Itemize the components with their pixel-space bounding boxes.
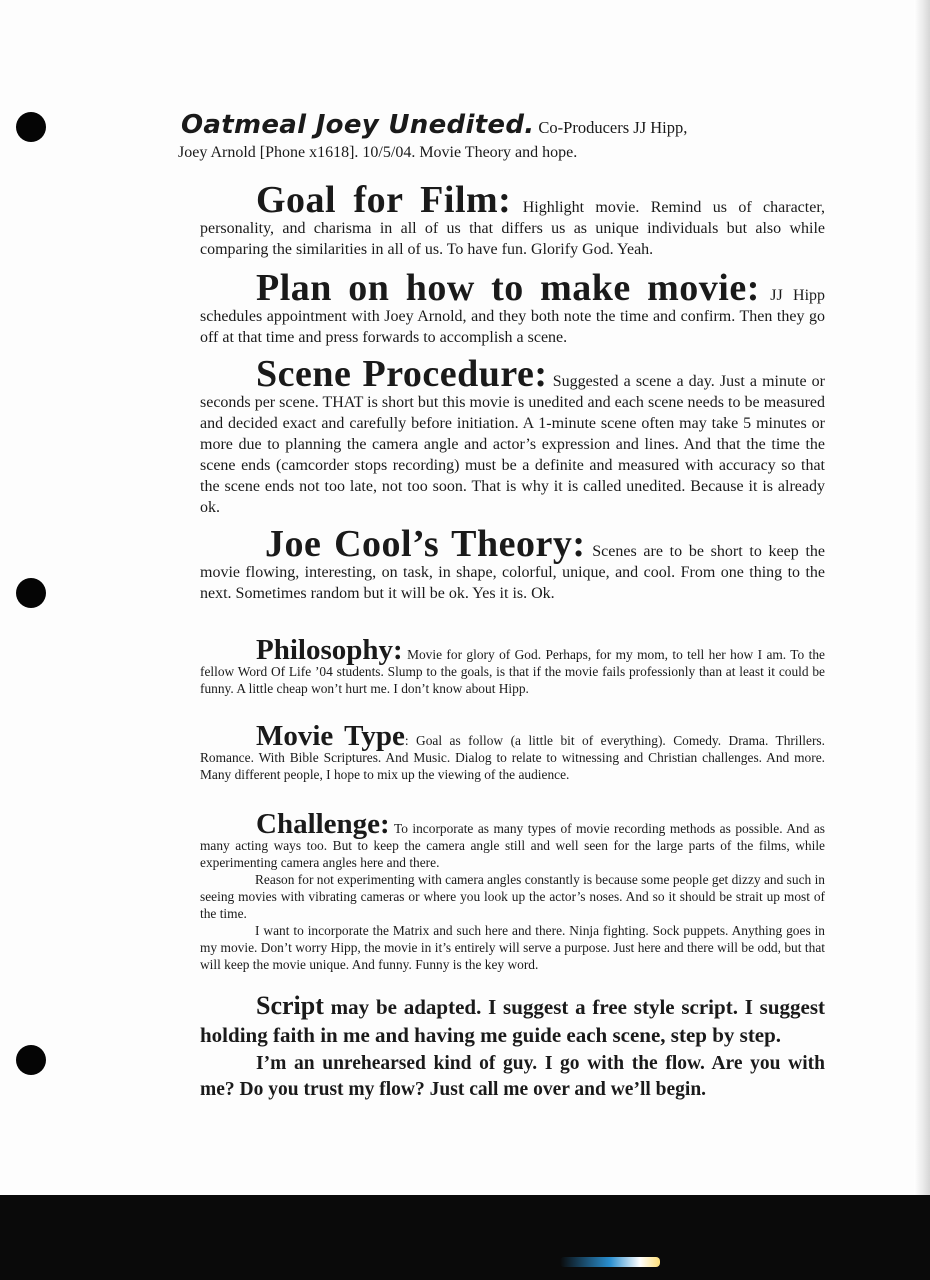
scene-text: Suggested a scene a day. Just a minute or seconds per scene. THAT is short but this movie is unedited and each scene needs to be measured and decided exact and carefully before initiation. A 1-minute scene often may take 5 minutes or more due to planning the camera angle and actor’s expression and lines. And that the time the scene ends (camcorder stops recording) must be a definite and measured with accuracy so that the scene ends not too late, not too soon. That is why it is called unedited. Because it is already ok. (200, 373, 825, 516)
script-paragraph-2: I’m an unrehearsed kind of guy. I go with the flow. Are you with me? Do you trust my flow? Just call me over and we’ll begin. (200, 1053, 825, 1100)
binder-hole-bottom (16, 1045, 46, 1075)
script-text: may be adapted. I suggest a free style script. I suggest holding faith in me and having me guide each scene, step by step. (200, 995, 825, 1047)
movie-type-heading: Movie Type (256, 720, 405, 752)
challenge-paragraph-3: I want to incorporate the Matrix and such here and there. Ninja fighting. Sock puppets. Anything goes in my movie. Don’t worry Hipp, the movie in it’s entirely will serve a purpose. Just here and there will be odd, but that will keep the movie unique. And funny. Funny is the key word. (200, 923, 825, 972)
section-plan (200, 267, 826, 348)
goal-text: Highlight movie. Remind us of character, personality, and charisma in all of us that differs us as unique individuals but also while comparing the similarities in all of us. To have fun. Glorify God. Yeah. (200, 199, 826, 258)
challenge-paragraph-2: Reason for not experimenting with camera angles constantly is because some people get dizzy and such in seeing movies with vibrating cameras or where you look up the actor’s noses. And so it should be strait up most of the time. (200, 872, 825, 921)
binder-hole-middle (16, 578, 46, 608)
section-scene-procedure (200, 353, 825, 518)
section-script (200, 992, 825, 1103)
section-theory (200, 523, 826, 604)
header-subline: Joey Arnold [Phone x1618]. 10/5/04. Movie Theory and hope. (178, 144, 578, 161)
scanner-light-streak (560, 1257, 660, 1267)
section-philosophy (200, 634, 825, 697)
section-goal (200, 179, 826, 260)
section-movie-type (200, 720, 825, 783)
plan-text: JJ Hipp schedules appointment with Joey Arnold, and they both note the time and confirm. Then they go off at that time and press forwards to accomplish a scene. (200, 287, 826, 346)
theory-text: Scenes are to be short to keep the movie flowing, interesting, on task, in shape, colorful, unique, and cool. From one thing to the next. Sometimes random but it will be ok. Yes it is. Ok. (200, 543, 826, 602)
binder-hole-top (16, 112, 46, 142)
section-challenge (200, 808, 825, 973)
scanner-border (0, 1195, 930, 1280)
philosophy-text: Movie for glory of God. Perhaps, for my mom, to tell her how I am. To the fellow Word Of Life ’04 students. Slump to the goals, is that if the movie fails professionly than at least it could be funny. A little cheap won’t hurt me. I don’t know about Hipp. (200, 647, 825, 696)
philosophy-heading: Philosophy: (256, 634, 403, 666)
document-header (178, 110, 738, 162)
plan-heading: Plan on how to make movie: (256, 267, 760, 309)
page-edge-shadow (914, 0, 930, 1195)
challenge-text: To incorporate as many types of movie recording methods as possible. And as many acting ways too. But to keep the camera angle still and well seen for the large parts of the films, while experimenting camera angles here and there. (200, 821, 825, 870)
challenge-heading: Challenge: (256, 808, 390, 840)
header-producers: Co-Producers JJ Hipp, (538, 118, 688, 137)
script-heading: Script (256, 991, 324, 1020)
scene-heading: Scene Procedure: (256, 353, 548, 395)
movie-type-text: : Goal as follow (a little bit of everything). Comedy. Drama. Thrillers. Romance. With Bible Scriptures. And Music. Dialog to relate to witnessing and Christian challenges. And more. Many different people, I hope to mix up the viewing of the audience. (200, 733, 825, 782)
brand-title: Oatmeal Joey Unedited. (181, 110, 535, 140)
theory-heading: Joe Cool’s Theory: (265, 523, 586, 565)
goal-heading: Goal for Film: (256, 179, 512, 221)
